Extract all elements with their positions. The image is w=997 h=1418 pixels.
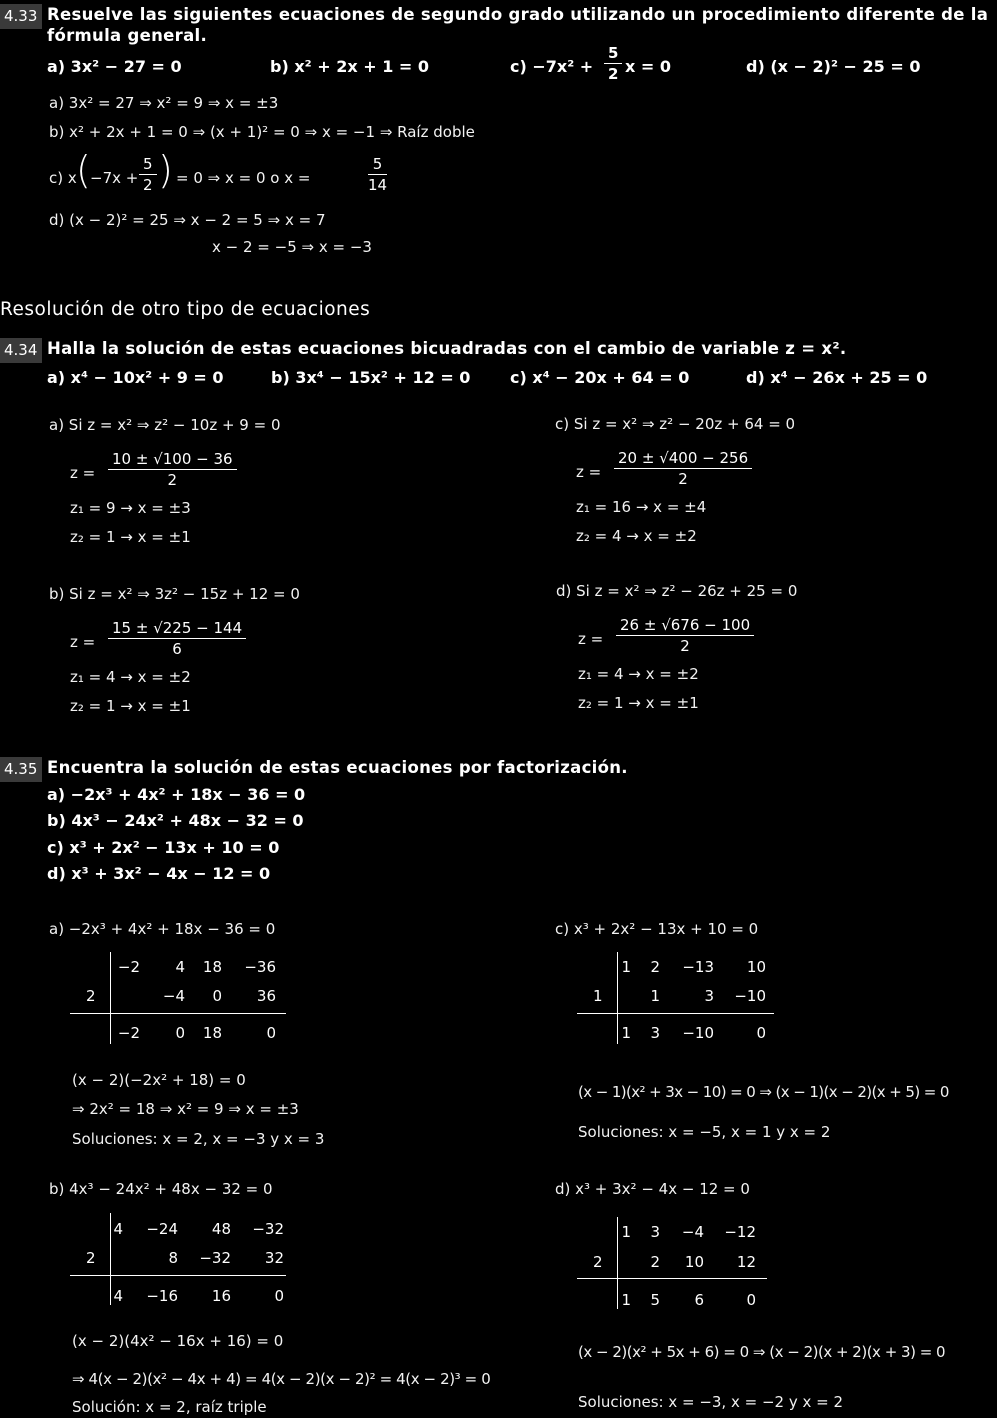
ruffini-b-r2c2: 8	[168, 1249, 178, 1267]
problem-number-4-34: 4.34	[0, 338, 42, 363]
item-4-33-c-post: x = 0	[625, 57, 671, 76]
left-paren: (	[76, 148, 91, 192]
problem-number-4-33: 4.33	[0, 4, 42, 29]
solution-4-33-b: b) x² + 2x + 1 = 0 ⇒ (x + 1)² = 0 ⇒ x = −1 ⇒ Raíz doble	[49, 123, 475, 141]
problem-title-4-33: Resuelve las siguientes ecuaciones de segundo grado utilizando un procedimiento diferente de la	[47, 5, 989, 24]
ruffini-d-r1c2: 3	[650, 1223, 660, 1241]
item-4-33-b: b) x² + 2x + 1 = 0	[270, 57, 430, 76]
solution-4-34-c-head: c) Si z = x² ⇒ z² − 20z + 64 = 0	[555, 415, 796, 433]
solution-4-34-c-zeq: z =	[576, 463, 602, 481]
solution-4-34-c-fraction: $\frac{20 \pm √400 - 256}{2}$	[614, 449, 752, 488]
ruffini-b-r3c4: 0	[274, 1287, 284, 1305]
item-4-35-d: d) x³ + 3x² − 4x − 12 = 0	[47, 864, 271, 883]
ruffini-a-r3c2: 0	[175, 1024, 185, 1042]
ruffini-d-r3c2: 5	[650, 1291, 660, 1309]
solution-4-34-d-z2: z₂ = 1 → x = ±1	[578, 694, 699, 712]
solution-4-34-b-head: b) Si z = x² ⇒ 3z² − 15z + 12 = 0	[49, 585, 300, 603]
ruffini-b-r3c2: −16	[146, 1287, 178, 1305]
ruffini-a-hline	[70, 1013, 286, 1014]
solution-4-35-b-head: b) 4x³ − 24x² + 48x − 32 = 0	[49, 1180, 273, 1198]
solution-4-35-c-l3: Soluciones: x = −5, x = 1 y x = 2	[578, 1123, 831, 1141]
ruffini-a-r3c1: −2	[117, 1024, 140, 1042]
solution-4-34-c-z2: z₂ = 4 → x = ±2	[576, 527, 697, 545]
ruffini-a-r2c4: 36	[256, 987, 276, 1005]
problem-title-4-33-cont: fórmula general.	[47, 26, 208, 45]
section-title: Resolución de otro tipo de ecuaciones	[0, 299, 371, 320]
ruffini-a-r1c3: 18	[202, 958, 222, 976]
ruffini-c-r2c4: −10	[734, 987, 766, 1005]
solution-4-34-a-z2: z₂ = 1 → x = ±1	[70, 528, 191, 546]
ruffini-b-r1c2: −24	[146, 1220, 178, 1238]
item-4-33-a: a) 3x² − 27 = 0	[47, 57, 182, 76]
ruffini-d-r2c2: 2	[650, 1253, 660, 1271]
ruffini-a-r1c4: −36	[244, 958, 276, 976]
ruffini-d-root: 2	[593, 1253, 603, 1271]
solution-4-34-a-zeq: z =	[70, 464, 96, 482]
ruffini-b-r3c1: 4	[113, 1287, 123, 1305]
ruffini-c-r2c2: 1	[650, 987, 660, 1005]
ruffini-c-r1c3: −13	[682, 958, 714, 976]
solution-4-35-a-head: a) −2x³ + 4x² + 18x − 36 = 0	[49, 920, 276, 938]
ruffini-d-r1c1: 1	[621, 1223, 631, 1241]
solution-4-35-a-l2: ⇒ 2x² = 18 ⇒ x² = 9 ⇒ x = ±3	[72, 1100, 299, 1118]
solution-4-33-c-fraction2: $\frac{5}{14}$	[368, 155, 388, 194]
solution-4-35-c-l1: (x − 1)(x² + 3x − 10) = 0 ⇒ (x − 1)(x − 2)(x + 5) = 0	[578, 1083, 949, 1101]
ruffini-d-r2c3: 10	[684, 1253, 704, 1271]
ruffini-a-r3c4: 0	[266, 1024, 276, 1042]
solution-4-33-d-line2: x − 2 = −5 ⇒ x = −3	[212, 238, 372, 256]
ruffini-c-hline	[577, 1013, 774, 1014]
solution-4-33-c-pre: c) x	[49, 169, 77, 187]
solution-4-33-d-line1: d) (x − 2)² = 25 ⇒ x − 2 = 5 ⇒ x = 7	[49, 211, 326, 229]
solution-4-34-a-head: a) Si z = x² ⇒ z² − 10z + 9 = 0	[49, 416, 281, 434]
solution-4-33-c-mid: = 0 ⇒ x = 0 o x =	[176, 169, 311, 187]
ruffini-b-root: 2	[86, 1249, 96, 1267]
item-4-34-b: b) 3x⁴ − 15x² + 12 = 0	[271, 368, 471, 387]
ruffini-d-r3c4: 0	[746, 1291, 756, 1309]
solution-4-34-b-z1: z₁ = 4 → x = ±2	[70, 668, 191, 686]
solution-4-34-d-z1: z₁ = 4 → x = ±2	[578, 665, 699, 683]
item-4-35-b: b) 4x³ − 24x² + 48x − 32 = 0	[47, 811, 304, 830]
ruffini-b-hline	[70, 1275, 286, 1276]
solution-4-34-d-head: d) Si z = x² ⇒ z² − 26z + 25 = 0	[556, 582, 798, 600]
problem-title-4-34: Halla la solución de estas ecuaciones bicuadradas con el cambio de variable z = x².	[47, 339, 847, 358]
ruffini-a-r2c3: 0	[212, 987, 222, 1005]
ruffini-a-r1c2: 4	[175, 958, 185, 976]
ruffini-b-r3c3: 16	[211, 1287, 231, 1305]
ruffini-d-r2c4: 12	[736, 1253, 756, 1271]
solution-4-34-c-z1: z₁ = 16 → x = ±4	[576, 498, 707, 516]
ruffini-c-r1c2: 2	[650, 958, 660, 976]
solution-4-35-b-l3: Solución: x = 2, raíz triple	[72, 1398, 267, 1416]
ruffini-b-r2c3: −32	[199, 1249, 231, 1267]
ruffini-d-hline	[577, 1278, 767, 1279]
item-4-35-c: c) x³ + 2x² − 13x + 10 = 0	[47, 838, 280, 857]
solution-4-35-a-l3: Soluciones: x = 2, x = −3 y x = 3	[72, 1130, 325, 1148]
ruffini-d-r3c3: 6	[694, 1291, 704, 1309]
ruffini-c-root: 1	[593, 987, 603, 1005]
ruffini-c-r3c1: 1	[621, 1024, 631, 1042]
item-4-33-c-fraction: $\frac{5}{2}$	[604, 44, 622, 83]
ruffini-c-r1c4: 10	[746, 958, 766, 976]
ruffini-c-r3c4: 0	[756, 1024, 766, 1042]
right-paren: )	[158, 148, 173, 192]
problem-title-4-35: Encuentra la solución de estas ecuaciones por factorización.	[47, 758, 628, 777]
problem-number-4-35: 4.35	[0, 757, 42, 782]
ruffini-a-r3c3: 18	[202, 1024, 222, 1042]
ruffini-c-r3c3: −10	[682, 1024, 714, 1042]
item-4-34-d: d) x⁴ − 26x + 25 = 0	[746, 368, 928, 387]
ruffini-a-root: 2	[86, 987, 96, 1005]
ruffini-b-r1c3: 48	[211, 1220, 231, 1238]
item-4-33-c-pre: c) −7x² +	[510, 57, 594, 76]
item-4-34-a: a) x⁴ − 10x² + 9 = 0	[47, 368, 224, 387]
solution-4-34-d-fraction: $\frac{26 \pm √676 - 100}{2}$	[616, 616, 754, 655]
solution-4-35-d-head: d) x³ + 3x² − 4x − 12 = 0	[555, 1180, 750, 1198]
solution-4-34-a-z1: z₁ = 9 → x = ±3	[70, 499, 191, 517]
ruffini-b-r2c4: 32	[264, 1249, 284, 1267]
solution-4-34-b-fraction: $\frac{15 \pm √225 - 144}{6}$	[108, 619, 246, 658]
ruffini-d-r3c1: 1	[621, 1291, 631, 1309]
solution-4-35-b-l1: (x − 2)(4x² − 16x + 16) = 0	[72, 1332, 284, 1350]
solution-4-35-b-l2: ⇒ 4(x − 2)(x² − 4x + 4) = 4(x − 2)(x − 2)² = 4(x − 2)³ = 0	[72, 1370, 491, 1388]
ruffini-a-r2c2: −4	[162, 987, 185, 1005]
ruffini-a-r1c1: −2	[117, 958, 140, 976]
solution-4-35-c-head: c) x³ + 2x² − 13x + 10 = 0	[555, 920, 759, 938]
item-4-35-a: a) −2x³ + 4x² + 18x − 36 = 0	[47, 785, 306, 804]
solution-4-34-a-fraction: $\frac{10 \pm √100 - 36}{2}$	[108, 450, 237, 489]
solution-4-35-a-l1: (x − 2)(−2x² + 18) = 0	[72, 1071, 246, 1089]
solution-4-34-b-z2: z₂ = 1 → x = ±1	[70, 697, 191, 715]
solution-4-35-d-l3: Soluciones: x = −3, x = −2 y x = 2	[578, 1393, 843, 1411]
solution-4-34-b-zeq: z =	[70, 633, 96, 651]
ruffini-c-r1c1: 1	[621, 958, 631, 976]
ruffini-c-r3c2: 3	[650, 1024, 660, 1042]
solution-4-34-d-zeq: z =	[578, 630, 604, 648]
solution-4-33-c-fraction: $\frac{5}{2}$	[139, 155, 157, 194]
ruffini-d-r1c3: −4	[681, 1223, 704, 1241]
item-4-33-d: d) (x − 2)² − 25 = 0	[746, 57, 921, 76]
ruffini-b-r1c1: 4	[113, 1220, 123, 1238]
ruffini-d-r1c4: −12	[724, 1223, 756, 1241]
item-4-34-c: c) x⁴ − 20x + 64 = 0	[510, 368, 690, 387]
solution-4-33-c-inner: −7x +	[90, 169, 139, 187]
ruffini-c-r2c3: 3	[704, 987, 714, 1005]
solution-4-35-d-l1: (x − 2)(x² + 5x + 6) = 0 ⇒ (x − 2)(x + 2)(x + 3) = 0	[578, 1343, 946, 1361]
ruffini-b-r1c4: −32	[252, 1220, 284, 1238]
solution-4-33-a: a) 3x² = 27 ⇒ x² = 9 ⇒ x = ±3	[49, 94, 279, 112]
